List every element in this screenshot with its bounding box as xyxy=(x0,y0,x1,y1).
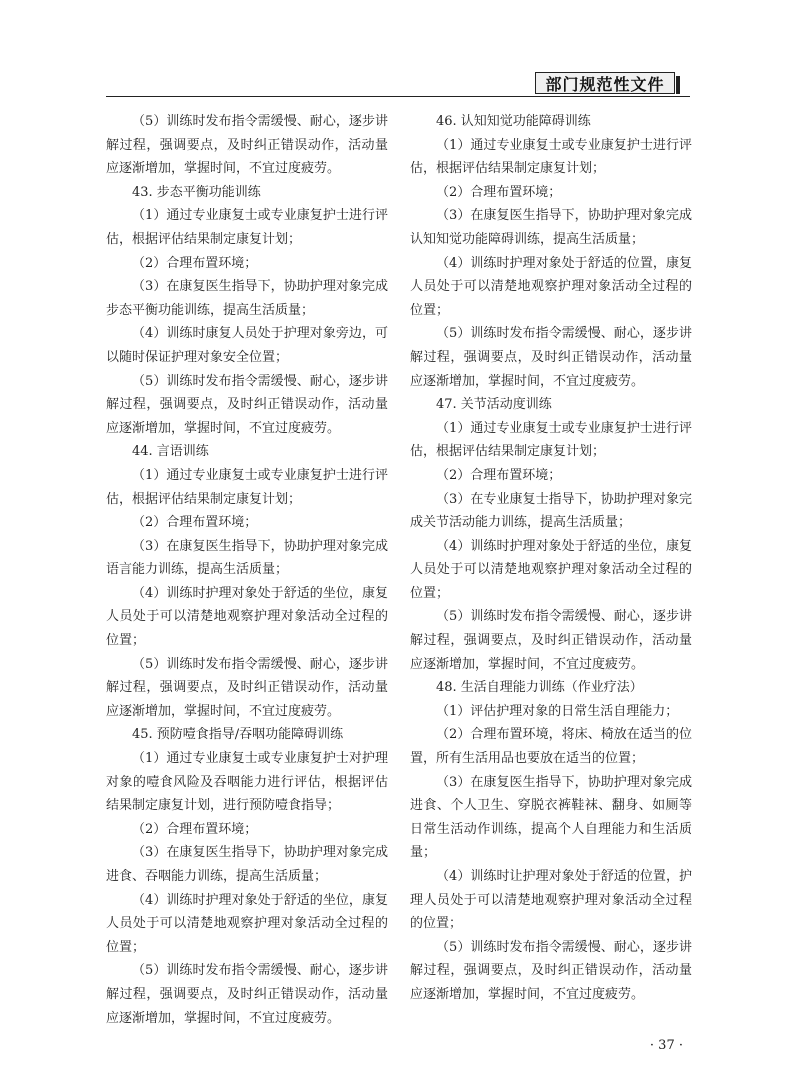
section-heading-45: 45. 预防噎食指导/吞咽功能障碍训练 xyxy=(132,727,344,743)
paragraph: （2）合理布置环境； xyxy=(132,515,258,531)
paragraph: （1）通过专业康复士或专业康复护士进行评估，根据评估结果制定康复计划； xyxy=(410,420,692,460)
paragraph: （1）评估护理对象的日常生活自理能力； xyxy=(436,703,679,719)
paragraph: （4）训练时让护理对象处于舒适的位置，护理人员处于可以清楚地观察护理对象活动全过程的位置； xyxy=(410,869,692,932)
page-number: · 37 · xyxy=(649,1038,683,1053)
paragraph: （5）训练时发布指令需缓慢、耐心，逐步讲解过程，强调要点，及时纠正错误动作，活动量应逐渐增加，掌握时间，不宜过度疲劳。 xyxy=(106,114,388,177)
left-column xyxy=(106,110,388,1030)
paragraph: （1）通过专业康复士或专业康复护士对护理对象的噎食风险及吞咽能力进行评估，根据评估结果制定康复计划，进行预防噎食指导； xyxy=(106,751,388,814)
paragraph: （4）训练时护理对象处于舒适的坐位，康复人员处于可以清楚地观察护理对象活动全过程的位置； xyxy=(106,892,388,955)
paragraph: （2）合理布置环境； xyxy=(436,467,562,483)
paragraph: （2）合理布置环境； xyxy=(132,821,258,837)
paragraph: （5）训练时发布指令需缓慢、耐心，逐步讲解过程，强调要点，及时纠正错误动作，活动量应逐渐增加，掌握时间，不宜过度疲劳。 xyxy=(106,963,388,1026)
paragraph: （4）训练时护理对象处于舒适的坐位，康复人员处于可以清楚地观察护理对象活动全过程的位置； xyxy=(106,585,388,649)
paragraph: （3）在专业康复士指导下，协助护理对象完成关节活动能力训练，提高生活质量； xyxy=(410,491,692,531)
header-rule xyxy=(106,96,690,97)
section-heading-48: 48. 生活自理能力训练（作业疗法） xyxy=(436,680,643,696)
section-heading-43: 43. 步态平衡功能训练 xyxy=(132,184,261,200)
paragraph: （5）训练时发布指令需缓慢、耐心，逐步讲解过程，强调要点，及时纠正错误动作，活动量应逐渐增加，掌握时间，不宜过度疲劳。 xyxy=(410,609,692,672)
section-heading-47: 47. 关节活动度训练 xyxy=(436,397,552,413)
paragraph: （4）训练时康复人员处于护理对象旁边，可以随时保证护理对象安全位置； xyxy=(106,326,388,365)
paragraph: （3）在康复医生指导下，协助护理对象完成进食、个人卫生、穿脱衣裤鞋袜、翻身、如厕等日常生活动作训练，提高个人自理能力和生活质量； xyxy=(410,774,692,861)
paragraph: （1）通过专业康复士或专业康复护士进行评估，根据评估结果制定康复计划； xyxy=(106,467,388,507)
paragraph: （5）训练时发布指令需缓慢、耐心，逐步讲解过程，强调要点，及时纠正错误动作，活动量应逐渐增加，掌握时间，不宜过度疲劳。 xyxy=(410,326,692,389)
paragraph: （3）在康复医生指导下，协助护理对象完成进食、吞咽能力训练，提高生活质量； xyxy=(106,845,388,884)
paragraph: （3）在康复医生指导下，协助护理对象完成认知知觉功能障碍训练，提高生活质量； xyxy=(410,208,692,247)
section-heading-44: 44. 言语训练 xyxy=(132,444,209,460)
paragraph: （1）通过专业康复士或专业康复护士进行评估，根据评估结果制定康复计划； xyxy=(106,208,388,247)
paragraph: （4）训练时护理对象处于舒适的位置，康复人员处于可以清楚地观察护理对象活动全过程的位置； xyxy=(410,255,692,318)
paragraph: （5）训练时发布指令需缓慢、耐心，逐步讲解过程，强调要点，及时纠正错误动作，活动量应逐渐增加，掌握时间，不宜过度疲劳。 xyxy=(106,656,388,719)
paragraph: （2）合理布置环境，将床、椅放在适当的位置，所有生活用品也要放在适当的位置； xyxy=(410,727,692,767)
paragraph: （1）通过专业康复士或专业康复护士进行评估，根据评估结果制定康复计划； xyxy=(410,137,692,177)
section-label: 部门规范性文件 xyxy=(535,72,675,94)
right-column xyxy=(410,110,692,1007)
section-heading-46: 46. 认知知觉功能障碍训练 xyxy=(436,114,591,129)
paragraph: （2）合理布置环境； xyxy=(436,184,562,200)
paragraph: （4）训练时护理对象处于舒适的坐位，康复人员处于可以清楚地观察护理对象活动全过程的位置； xyxy=(410,538,692,601)
paragraph: （2）合理布置环境； xyxy=(132,255,258,271)
paragraph: （5）训练时发布指令需缓慢、耐心，逐步讲解过程，强调要点，及时纠正错误动作，活动量应逐渐增加，掌握时间，不宜过度疲劳。 xyxy=(106,373,388,436)
paragraph: （3）在康复医生指导下，协助护理对象完成语言能力训练，提高生活质量； xyxy=(106,538,388,578)
paragraph: （5）训练时发布指令需缓慢、耐心，逐步讲解过程，强调要点，及时纠正错误动作，活动量应逐渐增加，掌握时间，不宜过度疲劳。 xyxy=(410,939,692,1002)
paragraph: （3）在康复医生指导下，协助护理对象完成步态平衡功能训练，提高生活质量； xyxy=(106,279,388,318)
